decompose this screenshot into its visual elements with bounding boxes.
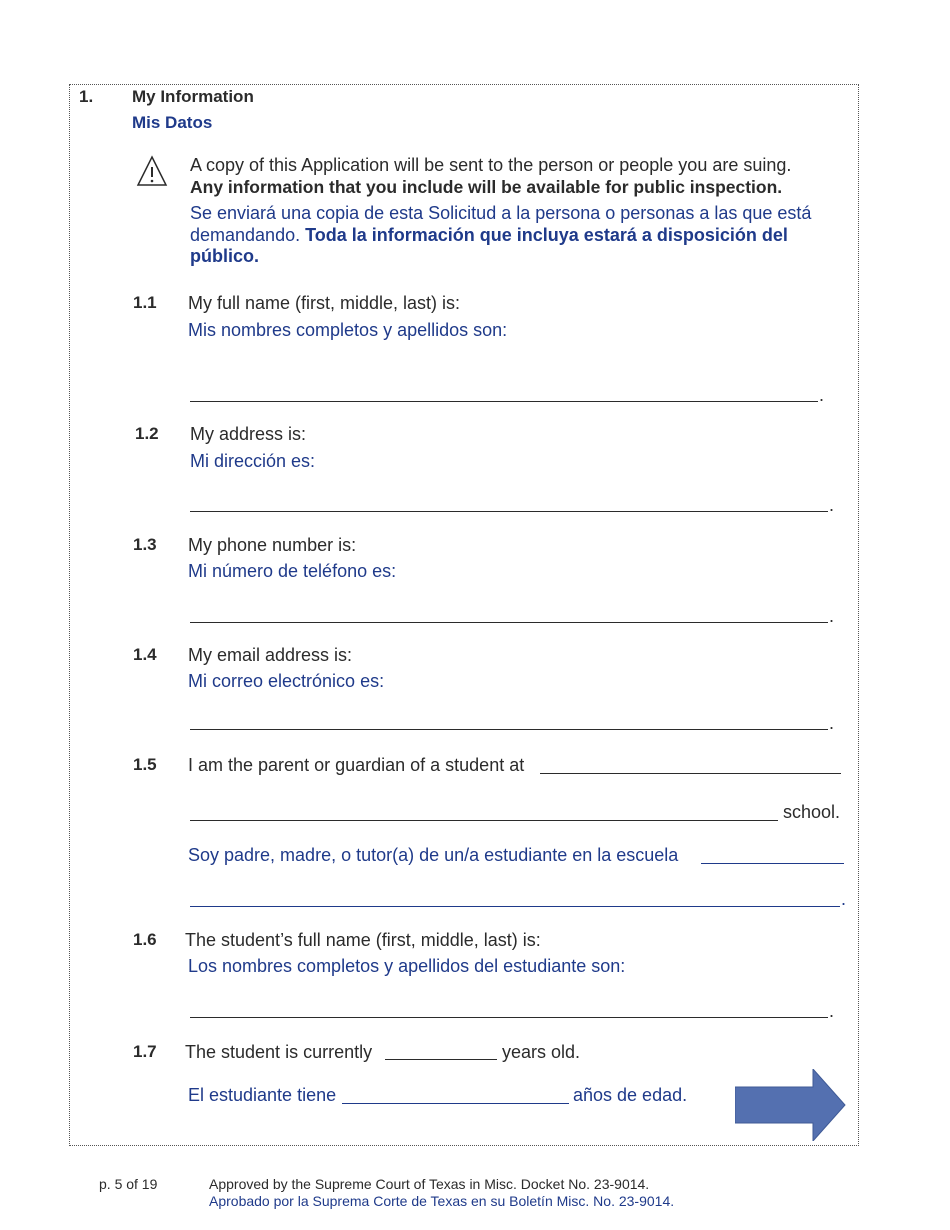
- warning-text-en: A copy of this Application will be sent to the person or people you are suing.: [190, 155, 792, 175]
- school-field-cont[interactable]: [190, 820, 778, 821]
- section-number: 1.: [79, 87, 94, 106]
- period: .: [829, 1001, 835, 1021]
- school-label: I am the parent or guardian of a student at: [188, 755, 525, 775]
- student-age-label-es: El estudiante tiene: [188, 1085, 337, 1105]
- warning-text-es-plain: demandando.: [190, 225, 306, 245]
- warning-public-en: Any information that you include will be available for public inspection.: [190, 177, 783, 197]
- section-title-es: Mis Datos: [132, 113, 213, 132]
- address-label: My address is:: [190, 424, 307, 444]
- full-name-label-es: Mis nombres completos y apellidos son:: [188, 320, 508, 340]
- item-number: 1.2: [135, 424, 159, 443]
- phone-field[interactable]: [190, 622, 828, 623]
- address-field[interactable]: [190, 511, 828, 512]
- address-label-es: Mi dirección es:: [190, 451, 316, 471]
- student-name-label: The student’s full name (first, middle, last) is:: [185, 930, 541, 950]
- student-age-suffix-es: años de edad.: [573, 1085, 688, 1105]
- item-number: 1.4: [133, 645, 157, 664]
- email-label: My email address is:: [188, 645, 353, 665]
- warning-public-es-end: público.: [190, 246, 259, 266]
- period: .: [829, 495, 835, 515]
- student-age-label: The student is currently: [185, 1042, 373, 1062]
- period: .: [841, 889, 847, 909]
- period: .: [829, 713, 835, 733]
- item-number: 1.5: [133, 755, 157, 774]
- student-name-field[interactable]: [190, 1017, 828, 1018]
- phone-label-es: Mi número de teléfono es:: [188, 561, 397, 581]
- school-label-es: Soy padre, madre, o tutor(a) de un/a estudiante en la escuela: [188, 845, 679, 865]
- approval-text: Approved by the Supreme Court of Texas in Misc. Docket No. 23-9014.: [209, 1176, 650, 1192]
- phone-label: My phone number is:: [188, 535, 357, 555]
- warning-triangle-icon: [136, 155, 168, 187]
- full-name-field[interactable]: [190, 401, 818, 402]
- next-page-arrow-icon[interactable]: [735, 1069, 847, 1141]
- item-number: 1.7: [133, 1042, 157, 1061]
- student-age-field-es[interactable]: [342, 1103, 569, 1104]
- email-label-es: Mi correo electrónico es:: [188, 671, 385, 691]
- school-suffix: school.: [783, 802, 841, 822]
- full-name-label: My full name (first, middle, last) is:: [188, 293, 461, 313]
- approval-text-es: Aprobado por la Suprema Corte de Texas en su Boletín Misc. No. 23-9014.: [209, 1193, 675, 1209]
- school-field-es-cont[interactable]: [190, 906, 840, 907]
- item-number: 1.1: [133, 293, 157, 312]
- school-field-es[interactable]: [701, 863, 844, 864]
- email-field[interactable]: [190, 729, 828, 730]
- item-number: 1.3: [133, 535, 157, 554]
- section-title: My Information: [132, 87, 254, 106]
- item-number: 1.6: [133, 930, 157, 949]
- school-field[interactable]: [540, 773, 841, 774]
- student-age-suffix: years old.: [502, 1042, 581, 1062]
- page-number: p. 5 of 19: [99, 1176, 158, 1192]
- period: .: [829, 606, 835, 626]
- warning-text-es-2: [190, 225, 788, 246]
- student-name-label-es: Los nombres completos y apellidos del estudiante son:: [188, 956, 626, 976]
- warning-text-es: Se enviará una copia de esta Solicitud a la persona o personas a las que está: [190, 203, 812, 223]
- warning-public-es: Toda la información que incluya estará a disposición del: [305, 225, 788, 245]
- student-age-field[interactable]: [385, 1059, 497, 1060]
- period: .: [819, 385, 825, 405]
